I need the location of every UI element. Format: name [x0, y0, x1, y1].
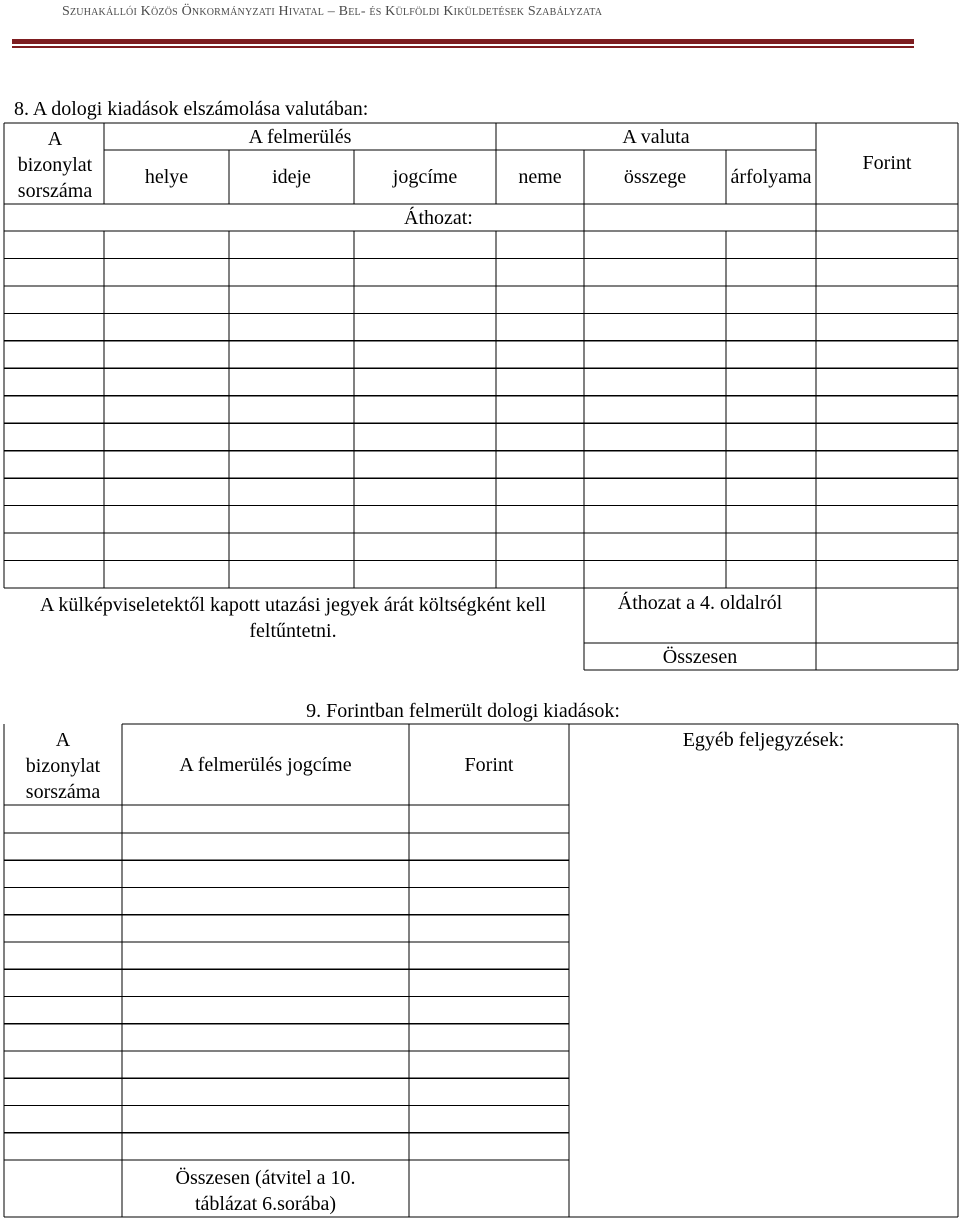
- s8-group-felmerules: A felmerülés: [248, 126, 352, 148]
- s8-group-valuta: A valuta: [622, 126, 690, 148]
- s8-col-helye: helye: [144, 166, 189, 188]
- s8-col-jogcime: jogcíme: [392, 166, 458, 188]
- section-8-title: 8. A dologi kiadások elszámolása valutában:: [14, 98, 369, 120]
- s8-athozat: Áthozat:: [404, 207, 473, 229]
- s9-footer: Összesen (átvitel a 10. táblázat 6.sorába): [175, 1167, 356, 1215]
- s8-col-ideje: ideje: [272, 166, 311, 188]
- s8-osszesen: Összesen: [662, 646, 738, 668]
- s9-col-jogcime: A felmerülés jogcíme: [179, 754, 352, 776]
- section-9-table-grid: [4, 724, 958, 1217]
- section-9-title: 9. Forintban felmerült dologi kiadások:: [306, 700, 620, 722]
- s9-egyeb: Egyéb feljegyzések:: [682, 729, 845, 751]
- s9-col-bizonylat: A bizonylat sorszáma: [25, 729, 101, 803]
- s8-col-neme: neme: [518, 166, 562, 188]
- s8-note: A külképviseletektől kapott utazási jegyek árát költségként kell feltűntetni.: [40, 594, 546, 642]
- running-header: Szuhakállói Közös Önkormányzati Hivatal – Bel- és Külföldi Kiküldetések Szabályzata: [62, 4, 603, 19]
- section-8-table-grid: [4, 123, 958, 670]
- s8-athozat-4: Áthozat a 4. oldalról: [617, 592, 783, 614]
- s8-col-osszege: összege: [623, 166, 687, 188]
- s9-col-forint: Forint: [464, 754, 514, 776]
- s8-col-forint: Forint: [862, 152, 912, 174]
- s8-col-bizonylat: A bizonylat sorszáma: [17, 128, 93, 202]
- s8-col-arfolyama: árfolyama: [730, 166, 812, 188]
